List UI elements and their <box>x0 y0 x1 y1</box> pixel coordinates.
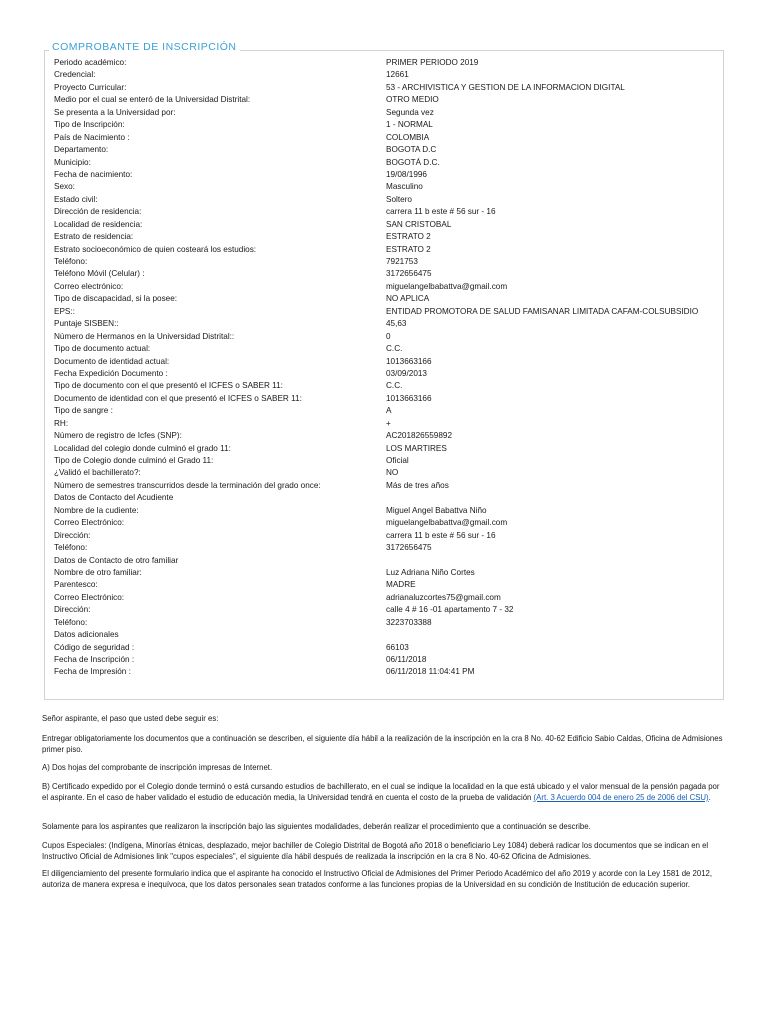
field-value: 03/09/2013 <box>386 368 427 378</box>
field-label: Datos de Contacto del Acudiente <box>54 493 174 503</box>
field-row <box>54 530 714 542</box>
field-value: 66103 <box>386 642 409 652</box>
field-value: 1 - NORMAL <box>386 120 433 130</box>
field-value: 3172656475 <box>386 543 432 553</box>
field-label: Parentesco: <box>54 580 98 590</box>
field-value: 7921753 <box>386 257 418 266</box>
field-label: Localidad del colegio donde culminó el grado 11: <box>54 443 231 453</box>
field-value: PRIMER PERIODO 2019 <box>386 58 479 67</box>
field-label: Se presenta a la Universidad por: <box>54 107 176 117</box>
field-label: Nombre de la cudiente: <box>54 505 139 515</box>
field-row <box>54 256 714 268</box>
field-row <box>54 567 714 579</box>
field-row <box>54 343 714 355</box>
field-value: calle 4 # 16 -01 apartamento 7 - 32 <box>386 605 514 615</box>
field-value: SAN CRISTOBAL <box>386 219 452 229</box>
field-label: Datos de Contacto de otro familiar <box>54 555 179 565</box>
field-row <box>54 268 714 280</box>
field-label: Medio por el cual se enteró de la Universidad Distrital: <box>54 95 251 105</box>
field-label: Teléfono: <box>54 617 88 627</box>
field-label: Fecha de Inscripción : <box>54 655 135 664</box>
field-value: 3172656475 <box>386 269 432 279</box>
field-label: Tipo de discapacidad, si la posee: <box>54 294 178 304</box>
instructions-paragraph-4: El diligenciamiento del presente formulario indica que el aspirante ha conocido el Instructivo Oficial de Admisiones del Primer Periodo Académico del año 2019 y acorde con la Ley 1581 de 2012, autoriza de manera expresa e inequívoca, que los datos personales sean tratados conforme a las funciones propias de la Universidad en su condición de Institución de educación superior. <box>42 869 713 889</box>
field-row <box>54 542 714 554</box>
field-row <box>54 194 714 206</box>
field-label: Puntaje SISBEN:: <box>54 319 119 329</box>
field-row <box>54 57 714 69</box>
field-value: ESTRATO 2 <box>386 244 431 254</box>
instructions-paragraph-2: Solamente para los aspirantes que realizaron la inscripción bajo las siguientes modalidades, deberán realizar el procedimiento que a continuación se describe. <box>42 822 591 831</box>
field-value: Segunda vez <box>386 107 434 117</box>
field-label: Número de semestres transcurridos desde la terminación del grado once: <box>54 480 321 490</box>
field-row <box>54 69 714 81</box>
field-label: Tipo de sangre : <box>54 406 113 416</box>
field-value: ESTRATO 2 <box>386 232 431 242</box>
field-row <box>54 107 714 119</box>
field-row <box>54 393 714 405</box>
field-value: NO APLICA <box>386 294 430 304</box>
field-label: Tipo de documento actual: <box>54 344 151 354</box>
item-b-text: B) Certificado expedido por el Colegio donde terminó o está cursando estudios de bachillerato, en el cual se indique la localidad en la que está ubicado y el valor mensual de la pensión pagada por el aspirante. En el caso de haber validado el estudio de educación media, la Universidad tendrá en cuenta el costo de la prueba de validación <box>42 782 720 802</box>
field-value: A <box>386 406 392 416</box>
field-label: Número de Hermanos en la Universidad Distrital:: <box>54 331 235 341</box>
field-label: Departamento: <box>54 145 109 155</box>
field-value: C.C. <box>386 381 403 391</box>
field-row <box>54 331 714 343</box>
field-row <box>54 604 714 616</box>
field-value: Oficial <box>386 456 409 465</box>
field-label: ¿Validó el bachillerato?: <box>54 468 141 478</box>
field-row <box>54 617 714 629</box>
field-label: Nombre de otro familiar: <box>54 567 142 577</box>
field-label: Dirección: <box>54 530 91 540</box>
field-row <box>54 157 714 169</box>
instructions-intro: Señor aspirante, el paso que usted debe seguir es: <box>42 714 219 723</box>
field-label: Correo Electrónico: <box>54 518 125 528</box>
field-value: adrianaluzcortes75@gmail.com <box>386 592 501 602</box>
field-label: Fecha Expedición Documento : <box>54 368 168 378</box>
field-row <box>54 231 714 243</box>
registration-fields <box>54 57 714 679</box>
field-row <box>54 405 714 417</box>
field-value: C.C. <box>386 344 403 354</box>
field-row <box>54 642 714 654</box>
field-row <box>54 579 714 591</box>
field-label: Teléfono Móvil (Celular) : <box>54 269 145 279</box>
field-label: Credencial: <box>54 70 96 80</box>
field-row <box>54 132 714 144</box>
field-value: miguelangelbabattva@gmail.com <box>386 518 508 528</box>
field-label: Tipo de Inscripción: <box>54 120 125 130</box>
acuerdo-link[interactable]: (Art. 3 Acuerdo 004 de enero 25 de 2006 del CSU) <box>533 793 709 802</box>
field-value: ENTIDAD PROMOTORA DE SALUD FAMISANAR LIMITADA CAFAM-COLSUBSIDIO <box>386 306 699 316</box>
field-row <box>54 555 714 567</box>
field-label: Correo Electrónico: <box>54 592 125 602</box>
field-row <box>54 119 714 131</box>
field-value: 19/08/1996 <box>386 169 427 179</box>
field-label: Dirección: <box>54 605 91 615</box>
field-value: 0 <box>386 331 391 341</box>
field-value: carrera 11 b este # 56 sur - 16 <box>386 207 496 217</box>
field-value: 45,63 <box>386 319 407 329</box>
field-row <box>54 181 714 193</box>
item-b-end: . <box>708 793 711 802</box>
field-value: Más de tres años <box>386 480 449 490</box>
field-row <box>54 505 714 517</box>
field-label: Municipio: <box>54 157 91 167</box>
field-label: Fecha de Impresión : <box>54 667 131 677</box>
field-value: AC201826559892 <box>386 431 453 441</box>
instructions-paragraph-3: Cupos Especiales: (Indígena, Minorías étnicas, desplazado, mejor bachiller de Colegio Distrital de Bogotá año 2018 o beneficiario Ley 1084) deberá radicar los documentos que se indican en el Instructivo Oficial de Admisiones link "cupos especiales", el siguiente día hábil después de realizada la inscripción en la cra 8 No. 40-62 Oficina de Admisiones. <box>42 841 709 861</box>
field-label: País de Nacimiento : <box>54 132 130 142</box>
field-label: Tipo de documento con el que presentó el ICFES o SABER 11: <box>54 381 283 391</box>
field-label: Estado civil: <box>54 194 98 204</box>
field-row <box>54 82 714 94</box>
field-row <box>54 430 714 442</box>
field-value: 1013663166 <box>386 393 432 403</box>
field-value: BOGOTA D.C <box>386 145 437 155</box>
field-label: Datos adicionales <box>54 630 119 640</box>
field-row <box>54 293 714 305</box>
instructions-item-b <box>42 781 724 803</box>
field-row <box>54 380 714 392</box>
field-value: Masculino <box>386 182 423 192</box>
field-row <box>54 281 714 293</box>
instructions-item-a: A) Dos hojas del comprobante de inscripción impresas de Internet. <box>42 763 273 772</box>
field-label: RH: <box>54 418 69 428</box>
field-row <box>54 318 714 330</box>
field-value: 06/11/2018 <box>386 655 427 664</box>
field-row <box>54 169 714 181</box>
field-value: COLOMBIA <box>386 132 430 142</box>
field-row <box>54 418 714 430</box>
field-row <box>54 144 714 156</box>
field-value: BOGOTÁ D.C. <box>386 157 440 167</box>
field-row <box>54 219 714 231</box>
field-row <box>54 356 714 368</box>
instructions-paragraph-1: Entregar obligatoriamente los documentos que a continuación se describen, el siguiente día hábil a la realización de la inscripción en la cra 8 No. 40-62 Edificio Sabio Caldas, Oficina de Admisiones primer piso. <box>42 734 723 754</box>
field-row <box>54 467 714 479</box>
field-value: MADRE <box>386 580 416 590</box>
field-label: Tipo de Colegio donde culminó el Grado 11: <box>54 456 214 465</box>
field-value: carrera 11 b este # 56 sur - 16 <box>386 530 496 540</box>
field-row <box>54 629 714 641</box>
field-row <box>54 517 714 529</box>
field-label: Teléfono: <box>54 257 88 266</box>
field-value: OTRO MEDIO <box>386 95 439 105</box>
field-row <box>54 306 714 318</box>
field-label: Código de seguridad : <box>54 642 135 652</box>
field-row <box>54 244 714 256</box>
field-label: Localidad de residencia: <box>54 219 143 229</box>
field-row <box>54 592 714 604</box>
field-label: Dirección de residencia: <box>54 207 142 217</box>
field-row <box>54 666 714 678</box>
field-label: EPS:: <box>54 306 75 316</box>
field-label: Sexo: <box>54 182 75 192</box>
field-label: Periodo académico: <box>54 58 127 67</box>
field-value: 12661 <box>386 70 409 80</box>
field-value: NO <box>386 468 399 478</box>
field-row <box>54 443 714 455</box>
field-row <box>54 94 714 106</box>
field-label: Documento de identidad con el que presentó el ICFES o SABER 11: <box>54 393 302 403</box>
field-label: Estrato de residencia: <box>54 232 134 242</box>
field-label: Fecha de nacimiento: <box>54 169 133 179</box>
field-label: Número de registro de Icfes (SNP): <box>54 431 182 441</box>
field-value: 06/11/2018 11:04:41 PM <box>386 667 475 677</box>
field-value: LOS MARTIRES <box>386 443 447 453</box>
field-label: Estrato socioeconómico de quien costeará los estudios: <box>54 244 257 254</box>
field-value: Luz Adriana Niño Cortes <box>386 567 475 577</box>
field-row <box>54 368 714 380</box>
field-row <box>54 206 714 218</box>
field-row <box>54 455 714 467</box>
field-label: Documento de identidad actual: <box>54 356 170 366</box>
field-value: 53 - ARCHIVISTICA Y GESTION DE LA INFORMACION DIGITAL <box>386 82 625 92</box>
field-label: Proyecto Curricular: <box>54 82 127 92</box>
field-row <box>54 480 714 492</box>
field-value: Miguel Angel Babattva Niño <box>386 505 487 515</box>
field-value: miguelangelbabattva@gmail.com <box>386 281 508 291</box>
field-label: Correo electrónico: <box>54 281 124 291</box>
field-row <box>54 492 714 504</box>
field-value: Soltero <box>386 194 412 204</box>
field-label: Teléfono: <box>54 543 88 553</box>
section-title: COMPROBANTE DE INSCRIPCIÓN <box>49 40 240 54</box>
field-value: 1013663166 <box>386 356 432 366</box>
field-value: + <box>386 418 391 428</box>
field-value: 3223703388 <box>386 617 432 627</box>
field-row <box>54 654 714 666</box>
